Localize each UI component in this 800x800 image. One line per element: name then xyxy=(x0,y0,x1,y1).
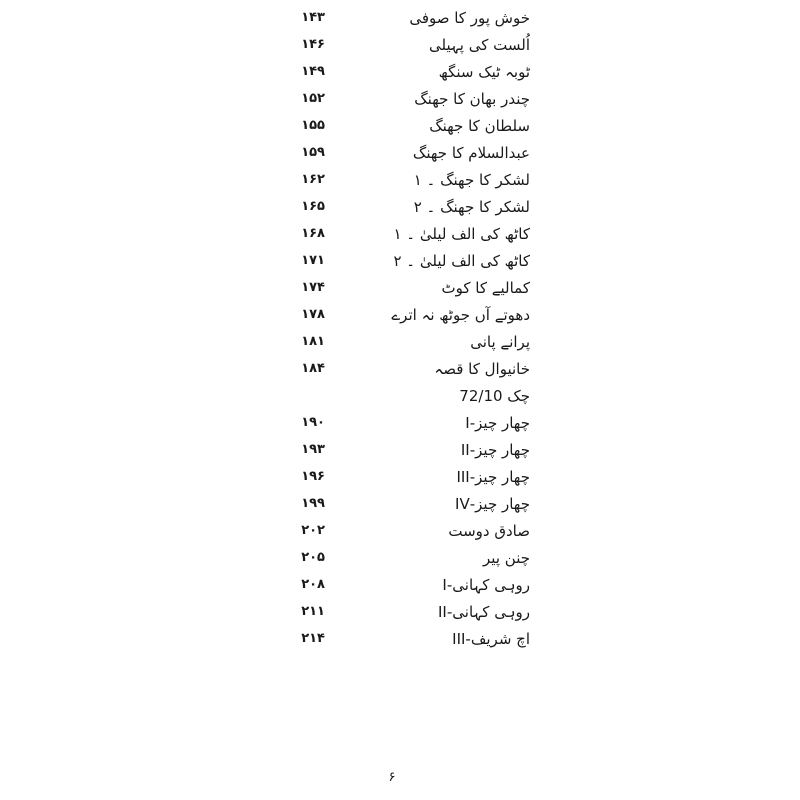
toc-entry-title: کمالیے کا کوٹ xyxy=(441,279,530,297)
toc-entry-title: خوش پور کا صوفی xyxy=(409,9,530,27)
toc-entry-title: چندر بھان کا جھنگ xyxy=(414,90,530,108)
toc-row xyxy=(0,248,800,274)
toc-entry-title: خانیوال کا قصہ xyxy=(434,360,530,378)
toc-entry-page: ۱۶۵ xyxy=(301,199,325,214)
toc-row xyxy=(0,113,800,139)
toc-entry-title: ٹوبہ ٹیک سنگھ xyxy=(438,63,530,81)
toc-entry-title: کاٹھ کی الف لیلیٰ ۔ ۲ xyxy=(393,252,530,270)
toc-entry-title: چنن پیر xyxy=(483,549,530,567)
toc-entry-title: چھار چیز-II xyxy=(460,441,530,459)
toc-entry-page: ۱۷۱ xyxy=(301,253,325,268)
toc-entry-title: دھوتے آں جوٹھ نہ اترے xyxy=(391,306,530,324)
toc-entry-title: عبدالسلام کا جھنگ xyxy=(412,144,530,162)
toc-row xyxy=(0,329,800,355)
toc-entry-page: ۱۷۴ xyxy=(301,280,325,295)
toc-entry-title: چھار چیز-III xyxy=(456,468,530,486)
toc-entry-page: ۱۵۵ xyxy=(301,118,325,133)
toc-row xyxy=(0,626,800,652)
toc-row xyxy=(0,59,800,85)
toc-row xyxy=(0,275,800,301)
toc-row xyxy=(0,572,800,598)
toc-row xyxy=(0,356,800,382)
toc-entry-title: روہی کہانی-II xyxy=(438,603,530,621)
toc-row xyxy=(0,599,800,625)
toc-entry-page: ۲۱۱ xyxy=(301,604,325,619)
toc-row xyxy=(0,5,800,31)
toc-entry-page: ۱۹۰ xyxy=(301,415,325,430)
toc-entry-title: اُلست کی پہیلی xyxy=(429,36,530,54)
toc-entry-page: ۲۰۵ xyxy=(301,550,325,565)
toc-entry-page: ۱۹۹ xyxy=(301,496,325,511)
toc-entry-page: ۱۷۸ xyxy=(301,307,325,322)
toc-entry-title: روہی کہانی-I xyxy=(442,576,530,594)
toc-entry-title: پرانے پانی xyxy=(470,333,530,351)
toc-row xyxy=(0,383,800,409)
toc-entry-title: چھار چیز-IV xyxy=(455,495,530,513)
toc-entry-title: چھار چیز-I xyxy=(465,414,530,432)
toc-row xyxy=(0,86,800,112)
toc-entry-page: ۱۶۸ xyxy=(301,226,325,241)
toc-row xyxy=(0,140,800,166)
toc-row xyxy=(0,302,800,328)
toc-entry-title: اچ شریف-III xyxy=(452,630,530,648)
toc-row xyxy=(0,221,800,247)
toc-row xyxy=(0,194,800,220)
toc-entry-title: صادق دوست xyxy=(448,522,530,540)
toc-entry-page: ۲۰۲ xyxy=(301,523,325,538)
toc-entry-page: ۱۹۶ xyxy=(301,469,325,484)
toc-row xyxy=(0,464,800,490)
toc-entry-title: سلطان کا جھنگ xyxy=(429,117,530,135)
toc-entry-page: ۱۸۱ xyxy=(301,334,325,349)
toc-row xyxy=(0,410,800,436)
toc-entry-title: لشکر کا جھنگ ۔ ۱ xyxy=(413,171,530,189)
page-number: ۶ xyxy=(388,770,396,785)
toc-entry-page: ۱۴۳ xyxy=(301,10,325,25)
toc-entry-page: ۱۵۹ xyxy=(301,145,325,160)
toc-entry-page: ۱۴۹ xyxy=(301,64,325,79)
toc-entry-page: ۲۰۸ xyxy=(301,577,325,592)
toc-entry-page: ۲۱۴ xyxy=(301,631,325,646)
toc-entry-page: ۱۸۴ xyxy=(301,361,325,376)
toc-entry-page: ۱۶۲ xyxy=(301,172,325,187)
toc-row xyxy=(0,518,800,544)
toc-row xyxy=(0,545,800,571)
toc-entry-page: ۱۴۶ xyxy=(301,37,325,52)
toc-row xyxy=(0,32,800,58)
toc-entry-title: کاٹھ کی الف لیلیٰ ۔ ۱ xyxy=(393,225,530,243)
toc-row xyxy=(0,437,800,463)
toc-entry-title: لشکر کا جھنگ ۔ ۲ xyxy=(413,198,530,216)
toc-entry-page: ۱۹۳ xyxy=(301,442,325,457)
toc-row xyxy=(0,167,800,193)
toc-row xyxy=(0,491,800,517)
toc-entry-page: ۱۵۲ xyxy=(301,91,325,106)
toc-entry-title: چک 72/10 xyxy=(459,387,530,405)
